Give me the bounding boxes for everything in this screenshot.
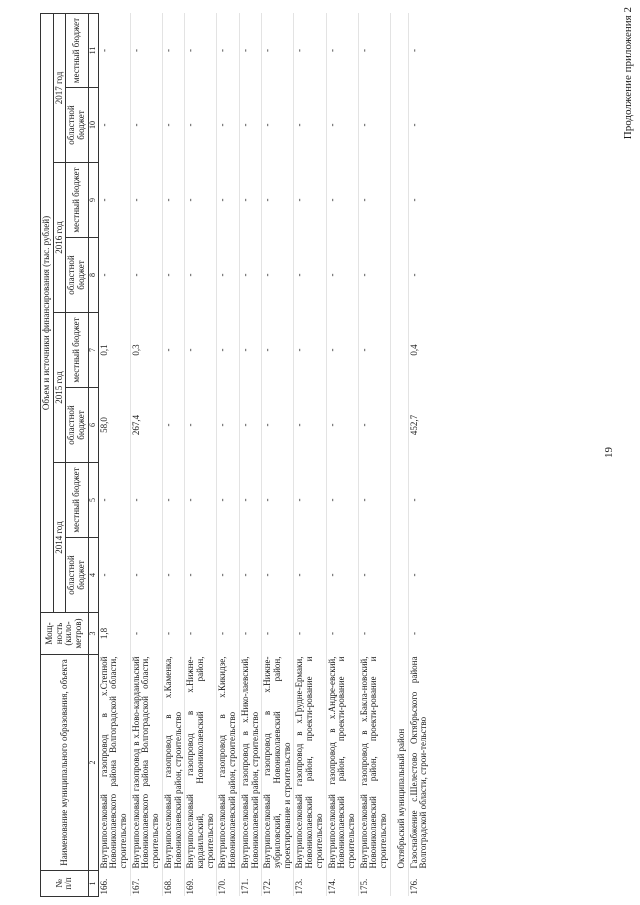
object-name: Внутрипоселковый газопровод в х.Бакла-новский, Новониколаевский район, проекти-рование и строительство bbox=[358, 655, 390, 871]
value-cell: - bbox=[239, 313, 261, 388]
power-cell: - bbox=[294, 613, 326, 655]
value-cell: - bbox=[185, 463, 217, 538]
value-cell: - bbox=[408, 273, 419, 277]
value-cell: - bbox=[239, 13, 261, 87]
col-number: 3 bbox=[88, 613, 98, 655]
value-cell: - bbox=[217, 13, 239, 87]
col-number: 7 bbox=[88, 313, 98, 388]
value-cell: - bbox=[217, 88, 239, 163]
table-row bbox=[408, 13, 430, 896]
header-local-2014: местный бюджет bbox=[66, 463, 88, 538]
value-cell: - bbox=[326, 463, 358, 538]
value-cell: - bbox=[326, 313, 358, 388]
continuation-label: Продолжение приложения 2 bbox=[622, 7, 634, 140]
power-cell: - bbox=[162, 613, 184, 655]
value-cell: - bbox=[294, 238, 326, 313]
row-number: 174. bbox=[326, 871, 358, 897]
value-cell: - bbox=[162, 388, 184, 463]
value-cell: 267,4 bbox=[130, 388, 162, 463]
table-row bbox=[98, 13, 130, 896]
value-cell: - bbox=[239, 463, 261, 538]
value-cell: - bbox=[130, 238, 162, 313]
value-cell: - bbox=[217, 388, 239, 463]
row-number: 175. bbox=[358, 871, 390, 897]
power-cell: - bbox=[358, 613, 390, 655]
header-local-2015: местный бюджет bbox=[66, 313, 88, 388]
value-cell: 0,3 bbox=[130, 313, 162, 388]
page-number: 19 bbox=[603, 447, 615, 458]
value-cell: - bbox=[185, 13, 217, 87]
col-number: 2 bbox=[88, 655, 98, 871]
header-oblast-2015: областной бюджет bbox=[66, 388, 88, 463]
header-oblast-2014: областной бюджет bbox=[66, 538, 88, 613]
section-row bbox=[390, 13, 408, 896]
value-cell: - bbox=[358, 163, 390, 238]
value-cell: - bbox=[239, 163, 261, 238]
value-cell: - bbox=[358, 388, 390, 463]
object-name: Внутрипоселковый газопровод в х.Нижне-зубриловский, Новониколаевский район, проектирование и строительство bbox=[262, 655, 294, 871]
value-cell: - bbox=[408, 198, 419, 202]
value-cell: 452,7 bbox=[408, 414, 419, 436]
value-cell: - bbox=[98, 163, 130, 238]
value-cell: - bbox=[162, 13, 184, 87]
row-number: 167. bbox=[130, 871, 162, 897]
value-cell: - bbox=[162, 238, 184, 313]
header-year-2014: 2014 год bbox=[53, 463, 66, 613]
table-row bbox=[130, 13, 162, 896]
object-name: Внутрипоселковый газопровод в х.Нико-лаевский, Новониколаевский район, строительство bbox=[239, 655, 261, 871]
table-row bbox=[326, 13, 358, 896]
value-cell: - bbox=[185, 313, 217, 388]
value-cell: - bbox=[98, 538, 130, 613]
header-year-2017: 2017 год bbox=[53, 13, 66, 162]
value-cell: - bbox=[98, 463, 130, 538]
value-cell: - bbox=[262, 538, 294, 613]
value-cell: - bbox=[239, 538, 261, 613]
value-cell: - bbox=[262, 388, 294, 463]
value-cell: - bbox=[326, 388, 358, 463]
value-cell: - bbox=[162, 88, 184, 163]
header-num: № п/п bbox=[41, 871, 89, 897]
value-cell: - bbox=[185, 238, 217, 313]
value-cell: - bbox=[294, 388, 326, 463]
value-cell: - bbox=[185, 163, 217, 238]
row-number: 172. bbox=[262, 871, 294, 897]
value-cell: - bbox=[98, 13, 130, 87]
value-cell: - bbox=[185, 88, 217, 163]
value-cell: - bbox=[294, 13, 326, 87]
object-name: Внутрипоселковый газопровод в х.Нижне-кардаильский, Новониколаевский район, строительство bbox=[185, 655, 217, 871]
power-cell: - bbox=[326, 613, 358, 655]
object-name: Внутрипоселковый газопровод в х.Грудне-Ермаки, Новониколаевский район, проекти-рование и строительство bbox=[294, 655, 326, 871]
row-number: 166. bbox=[98, 871, 130, 897]
value-cell: - bbox=[408, 498, 419, 502]
object-name: Внутрипоселковый газопровод в х.Каменка, Новониколаевский район, строительство bbox=[162, 655, 184, 871]
row-number: 169. bbox=[185, 871, 217, 897]
value-cell: - bbox=[358, 238, 390, 313]
value-cell: - bbox=[294, 88, 326, 163]
row-number: 176. bbox=[408, 878, 419, 895]
col-number: 11 bbox=[88, 13, 98, 87]
col-number: 1 bbox=[88, 871, 98, 897]
power-cell: 1,8 bbox=[98, 613, 130, 655]
value-cell: - bbox=[98, 88, 130, 163]
header-local-2016: местный бюджет bbox=[66, 163, 88, 238]
power-cell: - bbox=[262, 613, 294, 655]
value-cell: - bbox=[185, 538, 217, 613]
header-oblast-2017: областной бюджет bbox=[66, 88, 88, 163]
table-row bbox=[162, 13, 184, 896]
col-number: 9 bbox=[88, 163, 98, 238]
value-cell: - bbox=[408, 573, 419, 577]
value-cell: - bbox=[326, 88, 358, 163]
value-cell: - bbox=[130, 88, 162, 163]
col-number: 5 bbox=[88, 463, 98, 538]
col-number: 4 bbox=[88, 538, 98, 613]
table-row bbox=[294, 13, 326, 896]
value-cell: - bbox=[294, 313, 326, 388]
row-number: 173. bbox=[294, 871, 326, 897]
value-cell: - bbox=[239, 88, 261, 163]
value-cell: - bbox=[162, 538, 184, 613]
value-cell: - bbox=[358, 538, 390, 613]
col-number: 6 bbox=[88, 388, 98, 463]
power-cell: - bbox=[130, 613, 162, 655]
value-cell: - bbox=[130, 13, 162, 87]
value-cell: - bbox=[162, 163, 184, 238]
table-row bbox=[262, 13, 294, 896]
value-cell: - bbox=[262, 88, 294, 163]
object-name: Газоснабжение с.Шелестово Октябрьского района Волгоградской области, строи-тельство bbox=[408, 656, 429, 869]
object-name: Внутрипоселковый газопровод в х.Андре-евский, Новониколаевский район, проекти-рование и строительство bbox=[326, 655, 358, 871]
header-year-2015: 2015 год bbox=[53, 313, 66, 463]
value-cell: - bbox=[162, 463, 184, 538]
value-cell: - bbox=[217, 238, 239, 313]
value-cell: - bbox=[326, 13, 358, 87]
value-cell: - bbox=[217, 163, 239, 238]
value-cell: - bbox=[262, 163, 294, 238]
value-cell: - bbox=[294, 463, 326, 538]
value-cell: - bbox=[358, 463, 390, 538]
value-cell: - bbox=[130, 463, 162, 538]
value-cell: - bbox=[358, 13, 390, 87]
value-cell: - bbox=[408, 49, 419, 52]
header-local-2017: местный бюджет bbox=[66, 13, 88, 87]
value-cell: - bbox=[326, 538, 358, 613]
table-row bbox=[185, 13, 217, 896]
value-cell: - bbox=[98, 238, 130, 313]
col-number: 10 bbox=[88, 88, 98, 163]
value-cell: 58,0 bbox=[98, 388, 130, 463]
value-cell: - bbox=[262, 313, 294, 388]
row-number: 170. bbox=[217, 871, 239, 897]
value-cell: - bbox=[239, 238, 261, 313]
col-number: 8 bbox=[88, 238, 98, 313]
value-cell: - bbox=[130, 163, 162, 238]
power-cell: - bbox=[217, 613, 239, 655]
value-cell: - bbox=[130, 538, 162, 613]
value-cell: - bbox=[239, 388, 261, 463]
value-cell: - bbox=[262, 13, 294, 87]
value-cell: - bbox=[262, 463, 294, 538]
value-cell: - bbox=[358, 313, 390, 388]
value-cell: - bbox=[326, 163, 358, 238]
value-cell: - bbox=[326, 238, 358, 313]
value-cell: 0,1 bbox=[98, 313, 130, 388]
value-cell: - bbox=[162, 313, 184, 388]
power-cell: - bbox=[239, 613, 261, 655]
row-number: 171. bbox=[239, 871, 261, 897]
table-row bbox=[239, 13, 261, 896]
value-cell: - bbox=[262, 238, 294, 313]
value-cell: - bbox=[294, 538, 326, 613]
table-row bbox=[217, 13, 239, 896]
value-cell: - bbox=[358, 88, 390, 163]
value-cell: 0,4 bbox=[408, 344, 419, 356]
value-cell: - bbox=[294, 163, 326, 238]
power-cell: - bbox=[408, 632, 419, 635]
financing-table bbox=[40, 13, 430, 897]
value-cell: - bbox=[217, 463, 239, 538]
header-year-2016: 2016 год bbox=[53, 163, 66, 313]
power-cell: - bbox=[185, 613, 217, 655]
value-cell: - bbox=[185, 388, 217, 463]
header-oblast-2016: областной бюджет bbox=[66, 238, 88, 313]
section-title: Октябрьский муниципальный район bbox=[390, 13, 408, 870]
object-name: Внутрипоселковый газопровод в х.Кикидзе, Новониколаевский район, строительство bbox=[217, 655, 239, 871]
table-body bbox=[98, 13, 430, 896]
value-cell: - bbox=[217, 313, 239, 388]
table-row bbox=[358, 13, 390, 896]
header-name: Наименование муниципального образования, объекта bbox=[41, 655, 89, 871]
row-number: 168. bbox=[162, 871, 184, 897]
header-power: Мощ- ность (кило- метров) bbox=[41, 613, 89, 655]
object-name: Внутрипоселковый газопровод в х.Ново-кардаильский Новониколаевского района Волгоградской области, строительство bbox=[130, 655, 162, 871]
object-name: Внутрипоселковый газопровод в х.Степной Новониколаевского района Волгоградской области, строительство bbox=[98, 655, 130, 871]
value-cell: - bbox=[217, 538, 239, 613]
value-cell: - bbox=[408, 123, 419, 127]
header-financing: Объем и источники финансирования (тыс. рублей) bbox=[41, 13, 54, 612]
